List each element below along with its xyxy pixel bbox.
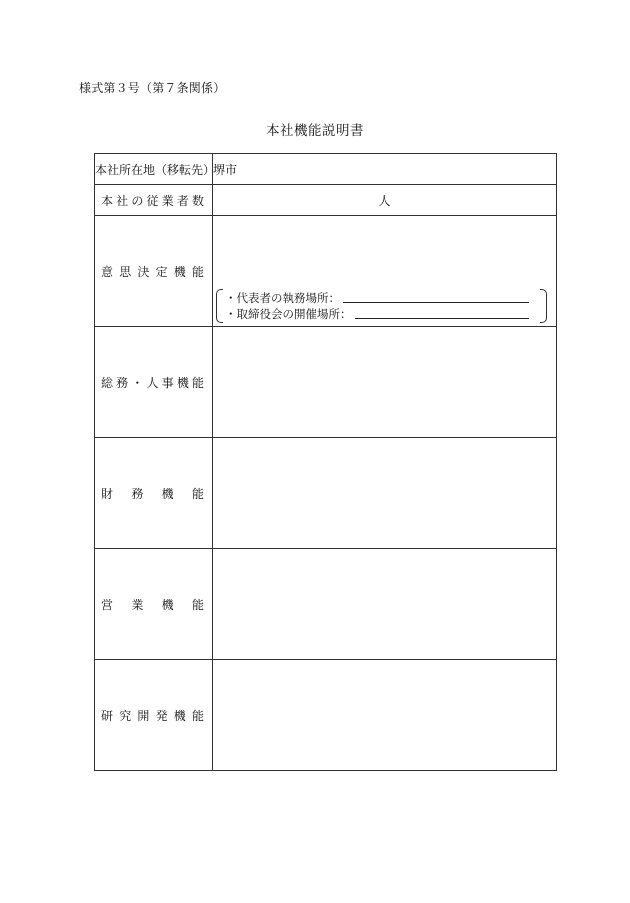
value-decision-making[interactable]	[213, 216, 557, 327]
representative-office-line	[225, 290, 529, 306]
label-employee-count: 本社の従業者数	[95, 185, 213, 216]
board-meeting-line	[225, 306, 529, 322]
form-table	[94, 153, 557, 771]
label-rnd: 研究開発機能	[95, 660, 213, 771]
table-row-decision-making	[95, 216, 557, 327]
label-general-affairs: 総務・人事機能	[95, 327, 213, 438]
board-meeting-label: ・取締役会の開催場所：	[225, 307, 352, 321]
table-row-finance	[95, 438, 557, 549]
value-rnd[interactable]	[213, 660, 557, 771]
label-decision-making: 意思決定機能	[95, 216, 213, 327]
table-row-general-affairs	[95, 327, 557, 438]
value-head-office-address[interactable]: 堺市	[213, 154, 557, 185]
bracket-right	[540, 289, 547, 323]
employee-count-unit: 人	[378, 193, 391, 208]
table-row-sales	[95, 549, 557, 660]
representative-office-field[interactable]	[343, 301, 529, 303]
value-employee-count[interactable]	[213, 185, 557, 216]
document-title: 本社機能説明書	[266, 123, 364, 139]
value-finance[interactable]	[213, 438, 557, 549]
representative-office-label: ・代表者の執務場所：	[225, 291, 340, 305]
board-meeting-field[interactable]	[355, 317, 530, 319]
decision-making-bracket	[216, 289, 547, 323]
bracket-left	[216, 289, 223, 323]
table-row-rnd	[95, 660, 557, 771]
label-sales: 営業機能	[95, 549, 213, 660]
label-finance: 財務機能	[95, 438, 213, 549]
table-row-employees	[95, 185, 557, 216]
form-number: 様式第３号（第７条関係）	[79, 81, 226, 95]
label-head-office-address: 本社所在地（移転先）	[95, 154, 213, 185]
value-general-affairs[interactable]	[213, 327, 557, 438]
table-row-address	[95, 154, 557, 185]
value-sales[interactable]	[213, 549, 557, 660]
